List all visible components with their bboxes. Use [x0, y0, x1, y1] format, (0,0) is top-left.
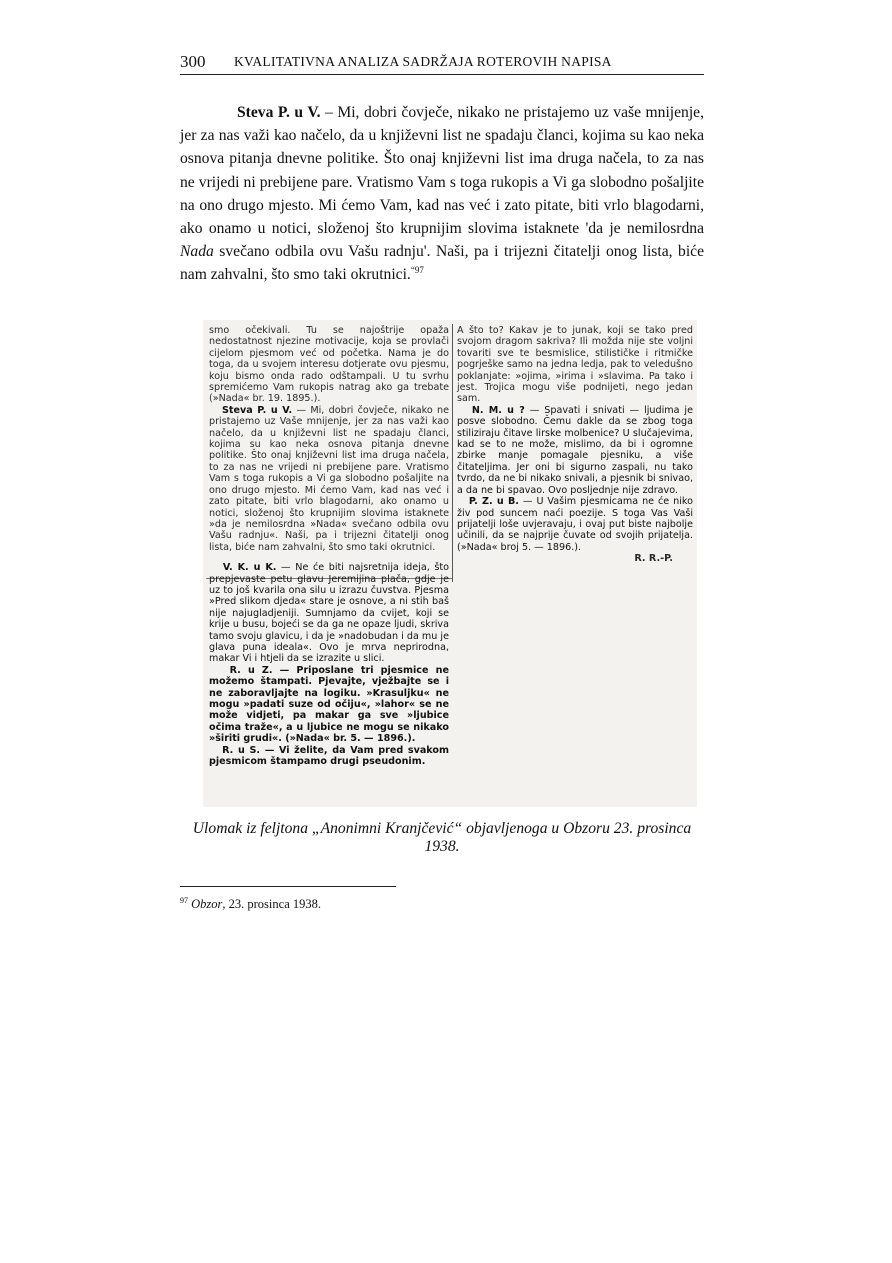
page-number: 300 [180, 52, 206, 71]
footnote [180, 897, 321, 912]
clipping-paragraph: smo očekivali. Tu se najoštrije opaža nedostatnost njezine motivacije, koja se provlači cijelom pjesmom već od početka. Nama je do toga, da u svojem interesu dotjerate ovu pjesmu, koju bismo onda rado odštampali. U tu svrhu spremićemo Vam rukopis natrag ako ga trebate (»Nada« br. 19. 1895.). [209, 325, 449, 405]
body-text-part-1: – Mi, dobri čovječe, nikako ne pristajemo uz vaše mnijenje, jer za nas važi kao načelo, da u književni list ne spadaju članci, kojima su kao neka osnova pitanja dnevne politike. Što onaj književni list ima druga načela, to za nas ne vrijedi ni prebijene pare. Vratismo Vam s toga rukopis a Vi ga slobodno pošaljite na ono drugo mjesto. Mi ćemo Vam, kad nas već i zato pitate, biti vrlo blagodarni, ako onamo u notici, složenoj što krupnijim slovima istaknete 'da je nemilosrdna [180, 104, 704, 238]
clipping-text: — Vi želite, da Vam pred svakom pjesmicom štampamo drugi pseudonim. [209, 744, 450, 768]
clipping-text: — Ne će biti najsretnija ideja, što prepjevaste petu glavu Jeremijina plača, gdje je uz to još kvarila ona silu u izrazu čuvstva. Pjesma »Pred slikom djeda« stare je osnove, a ni stih baš nije najugladjeniji. Sumnjamo da cvijet, koji se krije u busu, bojeći se da ga ne opaze ljudi, skriva tamo svoju glavicu, i da je »nadobudan i da mu je glava puna ideala«. Ovo je mrva neprirodna, makar Vi i htjeli da se izrazite u slici. [209, 562, 450, 665]
clipping-text: — U Vašim pjesmicama ne će niko živ pod suncem naći poezije. S toga Vas Vaši prijatelji loše uvjeravaju, i ovaj put biste najbolje učinili, da se najprije čuvate od svojih prijatelja. (»Nada« broj 5. — 1896.). [457, 496, 694, 553]
body-lead: Steva P. u V. [237, 104, 321, 121]
figure-caption: Ulomak iz feljtona „Anonimni Kranjčević“ objavljenoga u Obzoru 23. prosinca 1938. [192, 820, 692, 855]
clipping-paragraph [209, 665, 449, 745]
clipping-paragraph [209, 745, 449, 768]
footnote-rule [180, 886, 396, 887]
clipping-paragraph [209, 562, 449, 665]
running-title: KVALITATIVNA ANALIZA SADRŽAJA ROTEROVIH NAPISA [234, 54, 612, 69]
body-italic-term: Nada [180, 243, 214, 261]
footnote-number: 97 [180, 895, 188, 905]
clipping-paragraph [457, 405, 693, 496]
body-paragraph [180, 101, 704, 287]
footnote-text: , 23. prosinca 1938. [222, 897, 321, 911]
clipping-text: — Priposlane tri pjesmice ne možemo štampati. Pjevajte, vježbajte se i ne zaboravljajte na logiku. »Krasuljku« ne mogu »padati suze od očiju«, »lahor« se ne može vidjeti, pa makar ga sve »ljubice očima traže«, a u ljubice ne mogu se nikako »širiti grudi«. (»Nada« br. 5. — 1896.). [209, 664, 449, 745]
footnote-source: Obzor [191, 897, 223, 911]
column-divider [452, 324, 453, 582]
footnote-ref: “97 [410, 265, 424, 276]
running-header [180, 52, 704, 75]
clipping-signature: R. R.-P. [634, 553, 673, 565]
clipping-lead: N. M. u ? [471, 404, 525, 416]
clipping-text: — Spavati i snivati — ljudima je posve slobodno. Čemu dakle da se zbog toga stiliziraju čitave lirske molbenice? U slučajevima, kad se to ne može, mislimo, da bi i ogromne zbirke manje pomagale pjesniku, a više čitateljima. Jer oni bi sigurno zaspali, nu tako tvrdo, da ne bi nikako snivali, a pjesnik bi snivao, a da ne bi spavao. Ovo posljednje nije zdravo. [457, 404, 694, 496]
clipping-lead: R. u Z. [229, 664, 273, 676]
clipping-lead: R. u S. [222, 744, 261, 756]
newspaper-clipping [203, 320, 697, 807]
clipping-paragraph [209, 405, 449, 553]
clipping-text: — Mi, dobri čovječe, nikako ne pristajemo uz Vaše mnijenje, jer za nas važi kao načelo, da u književni list ne spadaju članci, kojima su kao neka osnova pitanja dnevne politike. Što onaj književni list ima druga načela, to za nas ne vrijedi ni prebijene pare. Vratismo Vam s toga rukopis a Vi ga slobodno pošaljite na ono drugo mjesto. Mi ćemo Vam, kad nas već i zato pitate, biti vrlo blagodarni, ako onamo u notici, složenoj što krupnijim slovima istaknete »da je nemilosrdna »Nada« svečano odbila ovu Vašu radnju«. Naši, pa i trijezni čitatelji onog lista, biće nam zahvalni, što smo taki okrutnici. [209, 404, 449, 553]
clipping-column-left [209, 325, 449, 767]
clipping-lead: V. K. u K. [222, 562, 277, 574]
clipping-lead: Steva P. u V. [221, 404, 293, 416]
clipping-column-right [457, 325, 693, 565]
clipping-lead: P. Z. u B. [468, 496, 519, 508]
body-text [180, 101, 704, 287]
clipping-paragraph: A što to? Kakav je to junak, koji se tako pred svojom dragom sakriva? Ili možda nije ste voljni tovariti sve te besmislice, stilističke i ritmičke pogrješke samo na jedna ledja, pak to veledušno poklanjate: »ojima, »irima i »slavima. Pa tako i jest. Trojica mogu više podnijeti, nego jedan sam. [457, 325, 693, 405]
body-text-part-2: svečano odbila ovu Vašu radnju'. Naši, pa i trijezni čitatelji onog lista, biće nam zahvalni, što smo taki okrutnici. [180, 243, 704, 284]
clipping-paragraph [457, 496, 693, 553]
